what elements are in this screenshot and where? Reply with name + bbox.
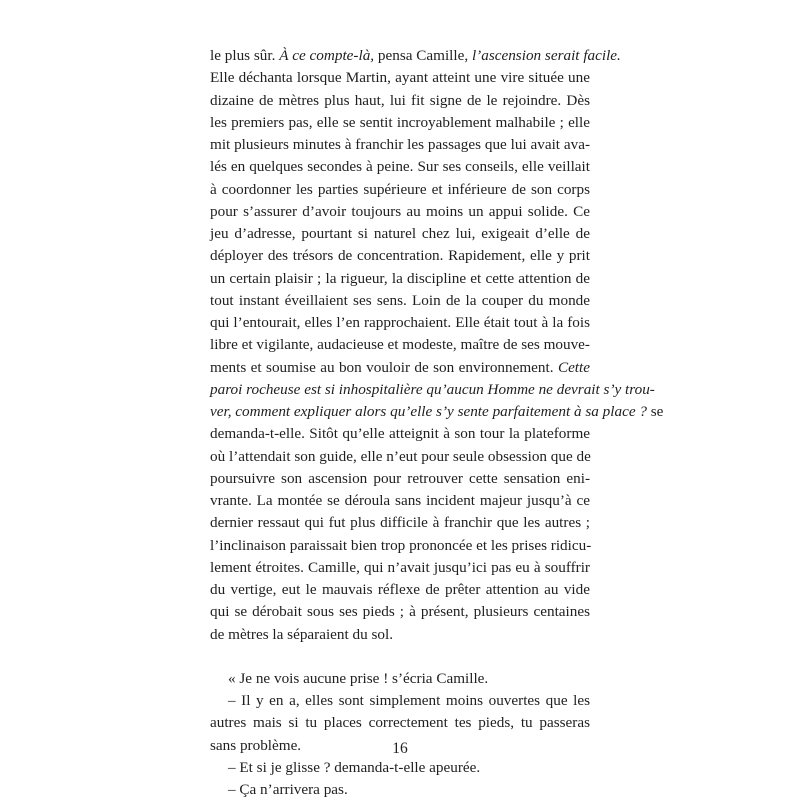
text-line [210, 468, 590, 490]
text-segment: un certain plaisir ; la rigueur, la discipline et cette attention de [210, 269, 590, 287]
narrative-paragraph [210, 45, 664, 646]
italic-segment: l’ascension serait facile. [471, 47, 621, 64]
text-line [210, 112, 590, 134]
text-segment: libre et vigilante, audacieuse et modeste, maître de ses mouve- [210, 336, 590, 354]
text-line [210, 579, 590, 601]
dialogue-block [210, 668, 590, 801]
text-line [210, 45, 621, 67]
dialogue-line: – Ça n’arrivera pas. [228, 781, 348, 798]
dialogue-line: – Et si je glisse ? demanda-t-elle apeurée. [228, 758, 481, 776]
paragraph-gap [210, 646, 590, 668]
text-line [210, 446, 590, 468]
text-segment: lement étroites. Camille, qui n’avait jusqu’ici pas eu à souffrir [210, 558, 590, 576]
text-segment: se [646, 403, 664, 420]
italic-segment: À ce compte-là, [279, 47, 375, 64]
text-line [210, 334, 590, 356]
text-line [210, 490, 590, 512]
italic-segment: paroi rocheuse est si inhospitalière qu’aucun Homme ne devrait s’y trou- [210, 380, 655, 398]
italic-segment: Cette [557, 358, 590, 376]
text-line [210, 245, 590, 267]
text-line [210, 67, 590, 89]
text-segment: qui l’entourait, elles l’en rapprochaient. Elle était tout à la fois [210, 314, 590, 331]
text-segment: qui se dérobait sous ses pieds ; à présent, plusieurs centaines [210, 603, 590, 621]
text-line [210, 223, 590, 245]
text-line [210, 90, 590, 112]
text-segment: du vertige, eut le mauvais réflexe de prêter attention au vide [210, 581, 590, 598]
text-line [210, 312, 590, 334]
text-segment: l’inclinaison paraissait bien trop prononcée et les prises ridicu- [210, 536, 592, 554]
text-line [210, 624, 590, 646]
text-segment: dizaine de mètres plus haut, lui fit signe de le rejoindre. Dès [210, 91, 590, 109]
text-line [210, 179, 590, 201]
text-line [210, 557, 590, 579]
text-segment: demanda-t-elle. Sitôt qu’elle atteignit à son tour la plateforme [210, 425, 590, 443]
text-segment: pour s’assurer d’avoir toujours au moins un appui solide. Ce [210, 202, 590, 220]
text-line [210, 512, 590, 534]
text-segment: poursuivre son ascension pour retrouver cette sensation eni- [210, 469, 590, 487]
text-line [210, 134, 590, 156]
text-line [210, 401, 664, 423]
text-segment: pensa Camille, [374, 47, 472, 64]
dialogue-line: « Je ne vois aucune prise ! s’écria Camille. [228, 669, 489, 687]
text-segment: de mètres la séparaient du sol. [210, 625, 394, 643]
dialogue-line: autres mais si tu places correctement tes pieds, tu passeras [210, 714, 590, 732]
body-text [210, 45, 664, 801]
text-line [210, 423, 590, 445]
text-line [210, 156, 590, 178]
text-segment: jeu d’adresse, pourtant si naturel chez lui, exigeait d’elle de [210, 225, 590, 242]
text-line [210, 290, 590, 312]
text-segment: mit plusieurs minutes à franchir les passages que lui avait ava- [210, 136, 590, 153]
dialogue-line: sans problème. [210, 736, 302, 754]
text-segment: tout instant éveillaient ses sens. Loin de la couper du monde [210, 291, 590, 309]
text-segment: dernier ressaut qui fut plus difficile à franchir que les autres ; [210, 514, 590, 532]
text-segment: Elle déchanta lorsque Martin, ayant atteint une vire située une [210, 69, 590, 87]
text-line [210, 601, 590, 623]
italic-segment: ver, comment expliquer alors qu’elle s’y sente parfaitement à sa place ? [210, 403, 647, 420]
text-segment: à coordonner les parties supérieure et inférieure de son corps [210, 180, 590, 198]
text-segment: le plus sûr. [210, 47, 280, 64]
text-line [210, 268, 590, 290]
text-line [210, 535, 590, 557]
text-line [210, 379, 655, 401]
text-line [210, 201, 590, 223]
text-line [210, 357, 590, 379]
page-number: 16 [392, 740, 408, 757]
text-segment: déployer des trésors de concentration. Rapidement, elle y prit [210, 247, 590, 265]
text-segment: où l’attendait son guide, elle n’eut pour seule obsession que de [210, 447, 591, 465]
dialogue-line: – Il y en a, elles sont simplement moins ouvertes que les [228, 692, 590, 709]
text-segment: vrante. La montée se déroula sans incident majeur jusqu’à ce [210, 492, 590, 509]
text-segment: lés en quelques secondes à peine. Sur ses conseils, elle veillait [210, 158, 590, 176]
text-segment: les premiers pas, elle se sentit incroyablement malhabile ; elle [210, 113, 590, 131]
text-segment: ments et soumise au bon vouloir de son environnement. [210, 358, 558, 376]
